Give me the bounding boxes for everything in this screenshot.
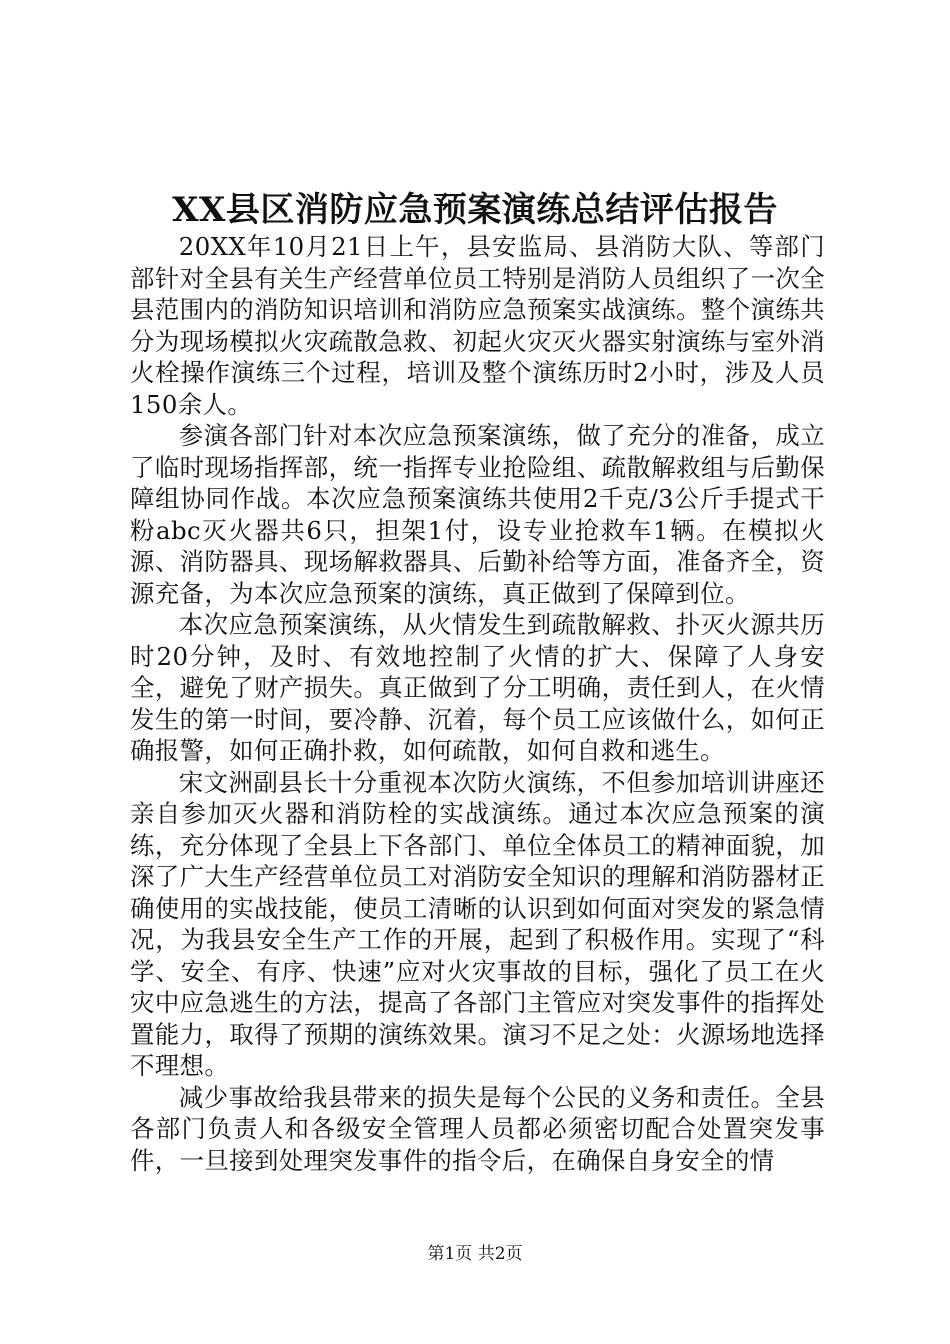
paragraph-5: 减少事故给我县带来的损失是每个公民的义务和责任。全县各部门负责人和各级安全管理人员都必须密切配合处置突发事件，一旦接到处理突发事件的指令后，在确保自身安全的情 [130,1082,825,1175]
paragraph-2: 参演各部门针对本次应急预案演练，做了充分的准备，成立了临时现场指挥部，统一指挥专业抢险组、疏散解救组与后勤保障组协同作战。本次应急预案演练共使用2千克/3公斤手提式干粉abc灭火器共6只，担架1付，设专业抢救车1辆。在模拟火源、消防器具、现场解救器具、后勤补给等方面，准备齐全，资源充备，为本次应急预案的演练，真正做到了保障到位。 [130,421,825,608]
document-body [130,231,825,1176]
page-number-footer: 第1页 共2页 [427,1244,523,1264]
document-title: XX县区消防应急预案演练总结评估报告 [172,190,778,230]
paragraph-1: 20XX年10月21日上午，县安监局、县消防大队、等部门部针对全县有关生产经营单位员工特别是消防人员组织了一次全县范围内的消防知识培训和消防应急预案实战演练。整个演练共分为现场模拟火灾疏散急救、初起火灾灭火器实射演练与室外消火栓操作演练三个过程，培训及整个演练历时2小时，涉及人员150余人。 [130,232,825,419]
paragraph-4: 宋文洲副县长十分重视本次防火演练，不但参加培训讲座还亲自参加灭火器和消防栓的实战演练。通过本次应急预案的演练，充分体现了全县上下各部门、单位全体员工的精神面貌，加深了广大生产经营单位员工对消防安全知识的理解和消防器材正确使用的实战技能，使员工清晰的认识到如何面对突发的紧急情况，为我县安全生产工作的开展，起到了积极作用。实现了“科学、安全、有序、快速”应对火灾事故的目标，强化了员工在火灾中应急逃生的方法，提高了各部门主管应对突发事件的指挥处置能力，取得了预期的演练效果。演习不足之处：火源场地选择不理想。 [130,767,825,1080]
paragraph-3: 本次应急预案演练，从火情发生到疏散解救、扑灭火源共历时20分钟，及时、有效地控制了火情的扩大、保障了人身安全，避免了财产损失。真正做到了分工明确，责任到人，在火情发生的第一时间，要冷静、沉着，每个员工应该做什么，如何正确报警，如何正确扑救，如何疏散，如何自救和逃生。 [130,610,825,765]
